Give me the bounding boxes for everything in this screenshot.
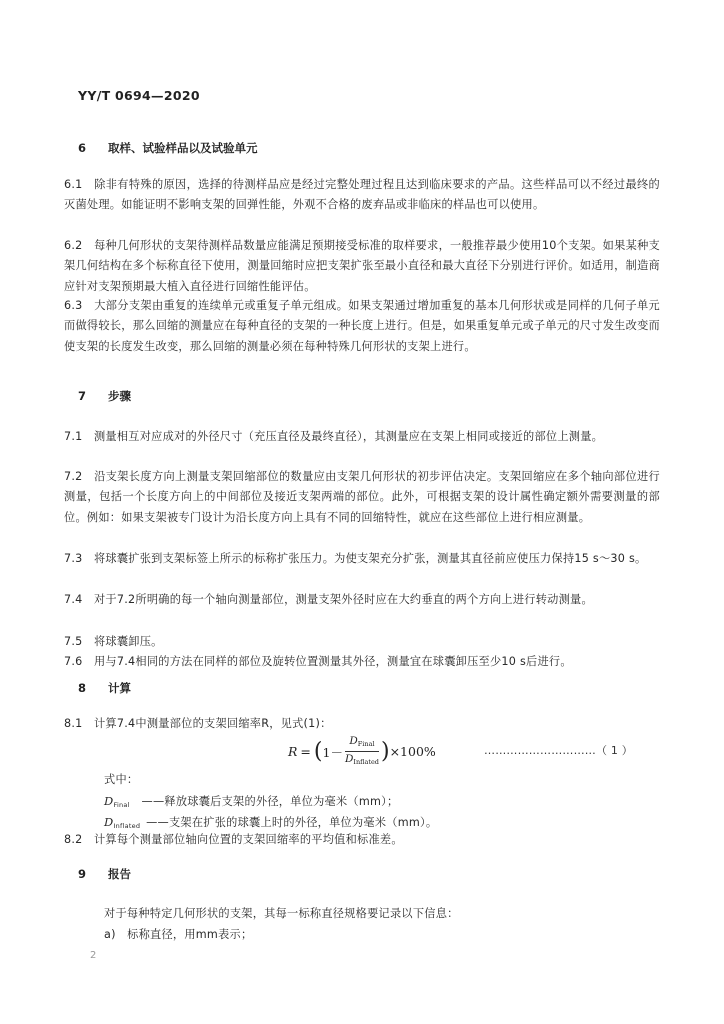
definition-d-inflated: $D_{Inflated}$ ——支架在扩张的球囊上时的外径，单位为毫米（mm）。 <box>104 815 438 830</box>
page-number: 2 <box>90 950 97 961</box>
paragraph-7-1: 7.1 测量相互对应成对的外径尺寸（充压直径及最终直径），其测量应在支架上相同或接近的部位上测量。 <box>64 430 604 443</box>
paragraph-7-3: 7.3 将球囊扩张到支架标签上所示的标称扩张压力。为使支架充分扩张，测量其直径前应使压力保持15 s～30 s。 <box>64 552 647 565</box>
fraction-denominator: $D_{Inflated}$ <box>344 753 379 766</box>
paragraph-7-4: 7.4 对于7.2所明确的每一个轴向测量部位，测量支架外径时应在大约垂直的两个方向上进行转动测量。 <box>64 593 593 606</box>
left-paren: ( <box>313 738 323 764</box>
section-number: 8 <box>78 681 87 695</box>
definition-d-final: $D_{Final}$ ——释放球囊后支架的外径，单位为毫米（mm）； <box>104 794 399 809</box>
right-paren: ) <box>380 738 390 764</box>
section-title: 报告 <box>108 867 131 881</box>
fraction-numerator: $D_{Final}$ <box>349 735 375 748</box>
section-title: 步骤 <box>108 389 131 403</box>
section-number: 6 <box>78 141 87 155</box>
formula-equals: = <box>300 744 311 759</box>
paragraph-7-6: 7.6 用与7.4相同的方法在同样的部位及旋转位置测量其外径，测量宜在球囊卸压至少10 s后进行。 <box>64 655 572 668</box>
section-number: 9 <box>78 867 87 881</box>
paragraph-7-2: 7.2 沿支架长度方向上测量支架回缩部位的数量应由支架几何形状的初步评估决定。支架回缩应在多个轴向部位进行测量，包括一个长度方向上的中间部位及接近支架两端的部位。此外，可根据支架的设计属性确定额外需要测量的部位。例如：如果支架被专门设计为沿长度方向上具有不同的回缩特性，就应在这些部位上进行相应测量。 <box>64 470 660 524</box>
list-item-a: a) 标称直径，用mm表示； <box>104 928 253 941</box>
paragraph-8-1: 8.1 计算7.4中测量部位的支架回缩率R，见式(1)： <box>64 717 332 730</box>
paragraph-6-2: 6.2 每种几何形状的支架待测样品数量应能满足预期接受标准的取样要求，一般推荐最少使用10个支架。如果某种支架几何结构在多个标称直径下使用，测量回缩时应把支架扩张至最小直径和最大直径下分别进行评价。如适用，制造商应针对支架预期最大植入直径进行回缩性能评估。 <box>64 239 660 293</box>
formula-1 <box>64 732 660 768</box>
section-title: 计算 <box>108 681 131 695</box>
recoil-formula <box>288 734 436 769</box>
section-9-heading <box>64 864 660 884</box>
section-number: 7 <box>78 389 87 403</box>
paragraph-6-3: 6.3 大部分支架由重复的连续单元或重复子单元组成。如果支架通过增加重复的基本几何形状或是同样的几何子单元而做得较长，那么回缩的测量应在每种直径的支架的一种长度上进行。但是，如果重复单元或子单元的尺寸发生改变而使支架的长度发生改变，那么回缩的测量必须在每种特殊几何形状的支架上进行。 <box>64 299 660 353</box>
formula-fraction <box>345 734 379 769</box>
formula-one-minus: 1－ <box>322 744 343 760</box>
paragraph-8-2: 8.2 计算每个测量部位轴向位置的支架回缩率的平均值和标准差。 <box>64 833 403 846</box>
formula-lhs: R <box>288 744 298 759</box>
paragraph-6-1: 6.1 除非有特殊的原因，选择的待测样品应是经过完整处理过程且达到临床要求的产品。这些样品可以不经过最终的灭菌处理。如能证明不影响支架的回弹性能，外观不合格的废弃品或非临床的样品也可以使用。 <box>64 178 660 212</box>
section-6-heading <box>64 138 660 158</box>
equation-number: …………………………（ 1 ） <box>484 744 633 757</box>
standard-number: YY/T 0694—2020 <box>78 88 200 103</box>
section-title: 取样、试验样品以及试验单元 <box>108 141 258 155</box>
formula-times: ×100% <box>389 744 436 759</box>
section-7-heading <box>64 386 660 406</box>
where-label: 式中： <box>104 773 139 786</box>
section-8-heading <box>64 678 660 698</box>
paragraph-7-5: 7.5 将球囊卸压。 <box>64 635 163 648</box>
paragraph-9-intro: 对于每种特定几何形状的支架，其每一标称直径规格要记录以下信息： <box>104 907 459 920</box>
